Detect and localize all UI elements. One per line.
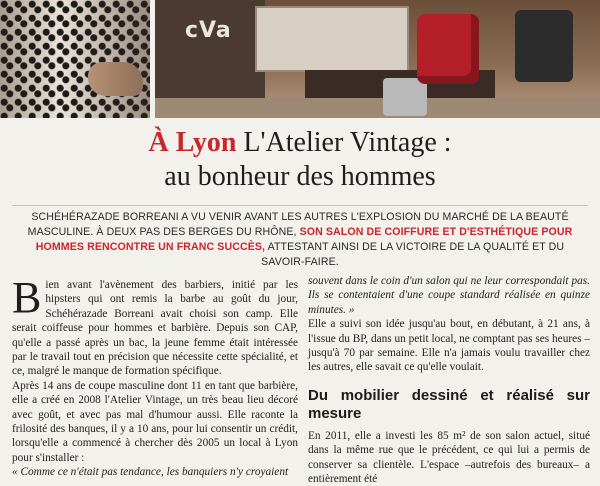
paragraph-4: Elle a suivi son idée jusqu'au bout, en débutant, à 21 ans, à l'issue du BP, dans un petit local, ne comptant pas ses heures –jusqu'à 70 par semaine. Elle n'a jamais voulu travailler chez les autres, elle savait ce qu'elle voulait. [308,318,590,374]
drop-cap: B [12,273,42,322]
photo-barber-portrait [0,0,150,118]
quote-continuation [308,274,590,317]
paragraph-1 [12,273,298,379]
intro-part-2: ATTESTANT AINSI DE LA VICTOIRE DE LA QUALITÉ ET DU SAVOIR-FAIRE. [261,241,565,268]
title-divider [12,205,588,206]
article-title [0,126,600,194]
paragraph-1-text: ien avant l'avènement des barbiers, initié par les hipsters qui ont remis la barbe au goût du jour, Schéhérazade Borreani avait choisi son camp. Elle serait coiffeuse pour hommes et barbière. Depuis son CAP, qu'elle a passé après un bac, la jeune femme était intéressée par le travail tout en précision que nécessite cette spécialité, et ce, malgré le manque de formation spécifique. [12,279,298,378]
quote-text: souvent dans le coin d'un salon qui ne leur correspondait pas. Ils se contentaient d'une coupe standard réalisée en quinze minutes. » [308,275,590,316]
title-line-1 [0,126,600,160]
photo-shading [0,0,150,118]
header-photos [0,0,600,118]
paragraph-3 [12,465,298,479]
quote-start: « Comme ce n'était pas tendance, les banquiers n'y croyaient [12,466,289,479]
body-column-left [12,273,298,479]
intro-highlight: SON SALON DE COIFFURE ET D'ESTHÉTIQUE POUR HOMMES RENCONTRE UN FRANC SUCCÈS, [35,226,573,253]
article-intro [20,210,580,270]
salon-shelf [255,6,409,72]
title-city: À Lyon [148,127,237,158]
metal-bin [383,78,427,116]
intro-part-1: SCHÉHÉRAZADE BORREANI A VU VENIR AVANT LES AUTRES L'EXPLOSION DU MARCHÉ DE LA BEAUTÉ MASCULINE. À DEUX PAS DES BERGES DU RHÔNE, [27,211,569,238]
body-column-right [308,274,590,486]
photo-salon-interior [155,0,600,118]
red-barber-chair [417,14,479,84]
title-line-2: au bonheur des hommes [164,161,436,192]
title-line1-rest: L'Atelier Vintage : [243,127,452,158]
salon-floor [155,98,600,118]
section-subheading: Du mobilier dessiné et réalisé sur mesure [308,386,590,422]
salon-logo: cVa [185,18,232,43]
paragraph-5: En 2011, elle a investi les 85 m² de son salon actuel, situé dans la même rue que le précédent, ce qui lui a permis de conserver sa clientèle. L'espace –autrefois des bureaux– a entièrement été [308,429,590,486]
paragraph-2: Après 14 ans de coupe masculine dont 11 en tant que barbière, elle a créé en 2008 l'Atelier Vintage, un très beau lieu décoré avec goût, et avec pas mal d'humour aussi. Elle raconte la frilosité des banques, il y a 10 ans, pour lui consentir un crédit, lorsqu'elle a commencé à chercher dès 2005 un local à Lyon pour s'installer : [12,379,298,464]
black-barber-chair [515,10,573,82]
